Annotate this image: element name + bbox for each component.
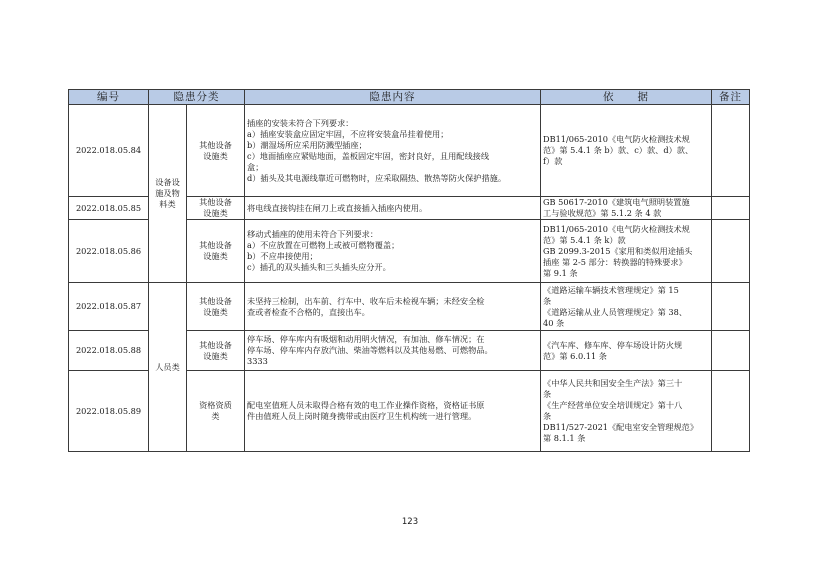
category-label-line: 设备设 <box>155 177 180 187</box>
basis-line: 《中华人民共和国安全生产法》第三十 <box>543 378 683 388</box>
row-code: 2022.018.05.84 <box>69 105 149 197</box>
subcategory-line: 类 <box>211 411 220 421</box>
basis <box>541 197 712 220</box>
basis <box>541 371 712 452</box>
content-line: c）地面插座应紧贴地面，盖板固定牢固，密封良好，且用配线接线 <box>247 150 490 161</box>
header-category: 隐患分类 <box>149 90 245 105</box>
subcategory-line: 设施类 <box>203 208 228 218</box>
subcategory <box>187 371 245 452</box>
row-code: 2022.018.05.89 <box>69 371 149 452</box>
row-code: 2022.018.05.86 <box>69 220 149 283</box>
header-code: 编号 <box>69 90 149 105</box>
subcategory <box>187 220 245 283</box>
category-label-line: 料类 <box>159 199 176 209</box>
basis-line: 40 条 <box>543 317 565 328</box>
content-line: 3333 <box>247 356 268 366</box>
subcategory-line: 设施类 <box>203 306 228 317</box>
note-cell <box>712 220 750 283</box>
content-line: 查或者检查不合格的，直接出车。 <box>247 306 370 317</box>
subcategory-line: 设施类 <box>203 350 228 361</box>
row-code: 2022.018.05.87 <box>69 283 149 331</box>
table-row <box>69 105 750 197</box>
basis-line: f）款 <box>543 156 563 166</box>
basis-line: 《生产经营单位安全培训规定》第十八 <box>543 400 683 410</box>
content-line: 盒； <box>247 161 264 172</box>
basis <box>541 283 712 331</box>
basis-line: GB 50617-2010《建筑电气照明装置施 <box>543 197 690 207</box>
header-content: 隐患内容 <box>245 90 541 105</box>
basis-line: 条 <box>543 389 552 399</box>
subcategory <box>187 331 245 371</box>
hazard-content <box>245 371 541 452</box>
basis <box>541 331 712 371</box>
basis-line: 第 8.1.1 条 <box>543 433 586 443</box>
subcategory-line: 其他设备 <box>199 339 232 350</box>
content-line: c）插孔的双头插头和三头插头应分开。 <box>247 262 391 272</box>
content-line: a）不应放置在可燃物上或被可燃物覆盖； <box>247 240 400 250</box>
basis-line: DB11/065-2010《电气防火检测技术规 <box>543 223 690 234</box>
subcategory-line: 其他设备 <box>199 197 232 207</box>
basis-line: 第 9.1 条 <box>543 267 578 278</box>
basis-line: 《道路运输从业人员管理规定》第 38、 <box>543 306 688 317</box>
content-line: b）潮湿场所应采用防溅型插座； <box>247 139 367 150</box>
row-code: 2022.018.05.88 <box>69 331 149 371</box>
basis-line: DB11/527-2021《配电室安全管理规范》 <box>543 422 699 432</box>
subcategory-line: 其他设备 <box>199 139 232 150</box>
page-number: 123 <box>401 517 419 527</box>
note-cell <box>712 331 750 371</box>
category-label-line: 人员类 <box>155 361 180 372</box>
subcategory-line: 其他设备 <box>199 240 232 250</box>
basis <box>541 220 712 283</box>
content-line: d）插头及其电源线靠近可燃物时，应采取隔热、散热等防火保护措施。 <box>247 172 507 183</box>
content-line: 插座的安装未符合下列要求： <box>247 117 354 128</box>
basis-line: 《汽车库、修车库、停车场设计防火规 <box>543 339 683 350</box>
basis <box>541 105 712 197</box>
note-cell <box>712 105 750 197</box>
category-personnel <box>149 283 187 452</box>
basis-line: DB11/065-2010《电气防火检测技术规 <box>543 134 690 144</box>
subcategory <box>187 105 245 197</box>
table-row <box>69 283 750 331</box>
basis-line: 《道路运输车辆技术管理规定》第 15 <box>543 284 679 295</box>
hazard-table <box>68 89 750 452</box>
hazard-content <box>245 331 541 371</box>
hazard-content <box>245 283 541 331</box>
subcategory-line: 设施类 <box>203 251 228 261</box>
header-row <box>69 90 750 105</box>
basis-line: 条 <box>543 411 552 421</box>
content-line: a）插座安装盒应固定牢固，不应将安装盒吊挂着使用； <box>247 128 449 139</box>
row-code: 2022.018.05.85 <box>69 197 149 220</box>
basis-line: 插座 第 2-5 部分：转换器的特殊要求》 <box>543 256 687 267</box>
header-note: 备注 <box>712 90 750 105</box>
content-line: 配电室值班人员未取得合格有效的电工作业操作资格，资格证书原 <box>247 400 485 410</box>
content-line: 未坚持三检制，出车前、行车中、收车后未检视车辆；未经安全检 <box>247 295 485 306</box>
subcategory <box>187 197 245 220</box>
content-line: 停车场、停车库内有吸烟和动用明火情况，有加油、修车情况；在 <box>247 334 485 344</box>
hazard-content <box>245 220 541 283</box>
header-basis: 依 据 <box>541 90 712 105</box>
basis-line: GB 2099.3-2015《家用和类似用途插头 <box>543 245 693 256</box>
subcategory-line: 设施类 <box>203 150 228 161</box>
subcategory <box>187 283 245 331</box>
content-line: 移动式插座的使用未符合下列要求： <box>247 229 379 239</box>
basis-line: 范》第 5.4.1 条 k）款 <box>543 234 626 245</box>
category-equipment <box>149 105 187 283</box>
content-line: 件由值班人员上岗时随身携带或由医疗卫生机构统一进行管理。 <box>247 411 477 421</box>
hazard-content <box>245 197 541 220</box>
category-label-line: 施及物 <box>155 188 180 198</box>
basis-line: 工与验收规范》第 5.1.2 条 4 款 <box>543 208 662 218</box>
content-line: b）不应串接使用； <box>247 251 318 261</box>
basis-line: 范》第 6.0.11 条 <box>543 350 607 361</box>
content-line: 将电线直接钩挂在闸刀上或直接插入插座内使用。 <box>247 202 428 213</box>
subcategory-line: 其他设备 <box>199 295 232 306</box>
hazard-content <box>245 105 541 197</box>
basis-line: 条 <box>543 295 552 306</box>
note-cell <box>712 283 750 331</box>
content-line: 停车场、停车库内存放汽油、柴油等燃料以及其他易燃、可燃物品。 <box>247 345 493 355</box>
subcategory-line: 资格资质 <box>199 400 232 410</box>
note-cell <box>712 371 750 452</box>
note-cell <box>712 197 750 220</box>
basis-line: 范》第 5.4.1 条 b）款、c）款、d）款、 <box>543 145 694 155</box>
